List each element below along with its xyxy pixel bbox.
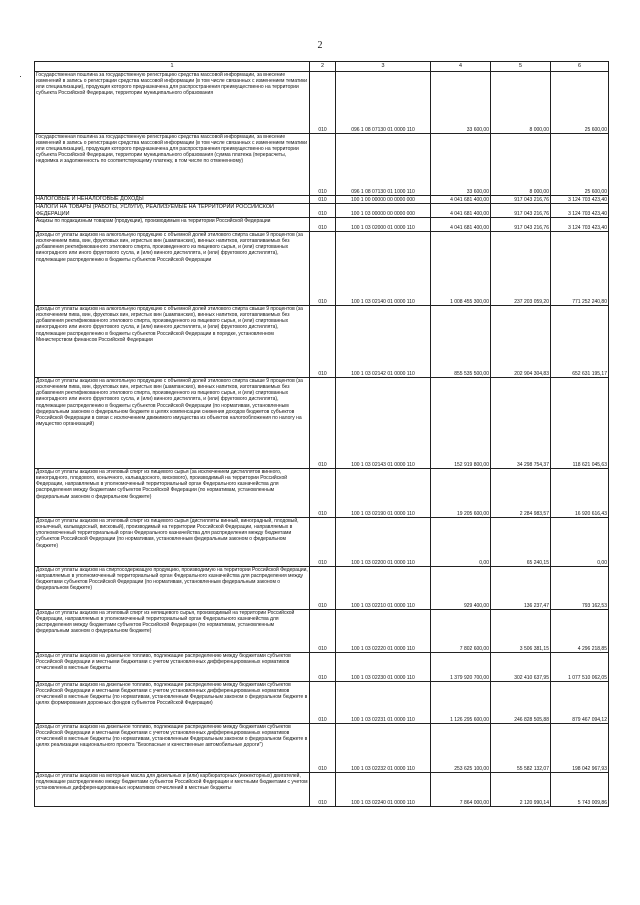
table-row bbox=[35, 518, 609, 567]
column-header-2: 2 bbox=[310, 62, 336, 72]
row-executed-amount: 246 828 505,88 bbox=[491, 682, 551, 724]
row-executed-amount: 237 203 059,20 bbox=[491, 232, 551, 306]
row-description: НАЛОГОВЫЕ И НЕНАЛОГОВЫЕ ДОХОДЫ bbox=[35, 196, 310, 204]
row-executed-amount: 202 904 304,83 bbox=[491, 306, 551, 378]
row-remaining-amount: 16 920 616,43 bbox=[551, 469, 609, 518]
row-budget-code: 100 1 03 02143 01 0000 110 bbox=[336, 378, 431, 469]
column-header-1: 1 bbox=[35, 62, 310, 72]
row-approved-amount: 253 625 100,00 bbox=[431, 724, 491, 773]
row-approved-amount: 1 126 295 600,00 bbox=[431, 682, 491, 724]
row-description: Доходы от уплаты акцизов на алкогольную продукцию с объемной долей этилового спирта свыше 9 процентов (за исключением пива, вин, фруктовых вин, игристых вин (шампанских), винных напитков, изготавливаемых без добавления ректификованного этилового спирта, произведенного из пищевого сырья, и (или) спиртованных виноградного или иного фруктового сусла, и (или) винного дистиллята, и (или) фруктового дистиллята), подлежащие распределению в бюджеты субъектов Российской Федерации (по нормативам, установленным федеральным законом о федеральном бюджете в целях компенсации снижения доходов бюджетов субъектов Российской Федерации в связи с исключением движимого имущества из объектов налогообложения по налогу на имущество организаций) bbox=[35, 378, 310, 469]
row-remaining-amount: 25 600,00 bbox=[551, 134, 609, 196]
row-approved-amount: 0,00 bbox=[431, 518, 491, 567]
row-code: 010 bbox=[310, 134, 336, 196]
row-budget-code: 100 1 03 02240 01 0000 110 bbox=[336, 773, 431, 807]
row-budget-code: 100 1 03 02000 01 0000 110 bbox=[336, 218, 431, 232]
row-approved-amount: 7 802 600,00 bbox=[431, 610, 491, 653]
row-code: 010 bbox=[310, 204, 336, 218]
row-approved-amount: 1 379 920 700,00 bbox=[431, 653, 491, 682]
row-code: 010 bbox=[310, 773, 336, 807]
row-code: 010 bbox=[310, 682, 336, 724]
row-executed-amount: 136 237,47 bbox=[491, 567, 551, 610]
row-remaining-amount: 0,00 bbox=[551, 518, 609, 567]
row-code: 010 bbox=[310, 196, 336, 204]
row-approved-amount: 7 864 000,00 bbox=[431, 773, 491, 807]
row-executed-amount: 917 043 216,76 bbox=[491, 196, 551, 204]
row-description: НАЛОГИ НА ТОВАРЫ (РАБОТЫ, УСЛУГИ), РЕАЛИЗУЕМЫЕ НА ТЕРРИТОРИИ РОССИЙСКОЙ ФЕДЕРАЦИИ bbox=[35, 204, 310, 218]
row-description: Доходы от уплаты акцизов на дизельное топливо, подлежащие распределению между бюджетами субъектов Российской Федерации и местными бюджетами с учетом установленных дифференцированных нормативов отчислений в местные бюджеты bbox=[35, 653, 310, 682]
row-approved-amount: 4 041 681 400,00 bbox=[431, 196, 491, 204]
table-row bbox=[35, 306, 609, 378]
row-remaining-amount: 5 743 009,86 bbox=[551, 773, 609, 807]
table-row bbox=[35, 204, 609, 218]
row-executed-amount: 3 506 381,15 bbox=[491, 610, 551, 653]
scan-speck bbox=[20, 76, 21, 77]
row-budget-code: 100 1 03 02210 01 0000 110 bbox=[336, 567, 431, 610]
table-body bbox=[35, 72, 609, 807]
row-code: 010 bbox=[310, 378, 336, 469]
row-budget-code: 096 1 08 07130 01 0000 110 bbox=[336, 72, 431, 134]
column-header-3: 3 bbox=[336, 62, 431, 72]
table-row bbox=[35, 724, 609, 773]
row-code: 010 bbox=[310, 306, 336, 378]
row-budget-code: 096 1 08 07130 01 1000 110 bbox=[336, 134, 431, 196]
row-approved-amount: 855 535 500,00 bbox=[431, 306, 491, 378]
table-row bbox=[35, 134, 609, 196]
row-description: Доходы от уплаты акцизов на этиловый спирт из пищевого сырья (дистилляты винный, виноградный, плодовый, коньячный, кальвадосный, висковый), производимый на территории Российской Федерации, направляемых в уполномоченный территориальный орган Федерального казначейства для распределения между бюджетами субъектов Российской Федерации (по нормативам, установленным федеральным законом о федеральном бюджете) bbox=[35, 518, 310, 567]
row-budget-code: 100 1 03 02230 01 0000 110 bbox=[336, 653, 431, 682]
row-budget-code: 100 1 03 00000 00 0000 000 bbox=[336, 204, 431, 218]
row-remaining-amount: 3 124 703 423,40 bbox=[551, 218, 609, 232]
row-budget-code: 100 1 03 02232 01 0000 110 bbox=[336, 724, 431, 773]
row-budget-code: 100 1 03 02220 01 0000 110 bbox=[336, 610, 431, 653]
row-code: 010 bbox=[310, 653, 336, 682]
row-description: Доходы от уплаты акцизов на этиловый спирт из непищевого сырья, производимый на территории Российской Федерации, направляемых в уполномоченный территориальный орган Федерального казначейства для распределения между бюджетами субъектов Российской Федерации (по нормативам, установленным федеральным законом о федеральном бюджете) bbox=[35, 610, 310, 653]
row-executed-amount: 917 043 216,76 bbox=[491, 204, 551, 218]
row-executed-amount: 8 000,00 bbox=[491, 134, 551, 196]
row-description: Доходы от уплаты акцизов на моторные масла для дизельных и (или) карбюраторных (инжекторных) двигателей, подлежащие распределению между бюджетами субъектов Российской Федерации и местными бюджетами с учетом установленных дифференцированных нормативов отчислений в местные бюджеты bbox=[35, 773, 310, 807]
row-approved-amount: 19 205 600,00 bbox=[431, 469, 491, 518]
row-code: 010 bbox=[310, 567, 336, 610]
row-description: Доходы от уплаты акцизов на дизельное топливо, подлежащие распределению между бюджетами субъектов Российской Федерации и местными бюджетами с учетом установленных дифференцированных нормативов отчислений в местные бюджеты (по нормативам, установленным Федеральным законом о федеральном бюджете в целях реализации национального проекта "Безопасные и качественные автомобильные дороги") bbox=[35, 724, 310, 773]
row-code: 010 bbox=[310, 518, 336, 567]
row-budget-code: 100 1 03 02140 01 0000 110 bbox=[336, 232, 431, 306]
row-approved-amount: 4 041 681 400,00 bbox=[431, 204, 491, 218]
row-executed-amount: 302 410 637,95 bbox=[491, 653, 551, 682]
row-remaining-amount: 3 124 703 423,40 bbox=[551, 204, 609, 218]
row-budget-code: 100 1 03 02200 01 0000 110 bbox=[336, 518, 431, 567]
column-header-5: 5 bbox=[491, 62, 551, 72]
row-description: Государственная пошлина за государственную регистрацию средства массовой информации, за внесение изменений в запись о регистрации средства массовой информации (в том числе связанных с изменением тематики или специализации), продукция которого предназначена для распространения преимущественно на территории субъекта Российской Федерации, территории муниципального образования (сумма платежа (перерасчеты, недоимка и задолженность по соответствующему платежу, в том числе по отмененному) bbox=[35, 134, 310, 196]
row-remaining-amount: 118 621 045,63 bbox=[551, 378, 609, 469]
row-description: Доходы от уплаты акцизов на этиловый спирт из пищевого сырья (за исключением дистиллятов винного, виноградного, плодового, коньячного, кальвадосного, вискового), производимый на территории Российской Федерации, направляемых в уполномоченный территориальный орган Федерального казначейства для распределения между бюджетами субъектов Российской Федерации (по нормативам, установленным федеральным законом о федеральном бюджете) bbox=[35, 469, 310, 518]
table-row bbox=[35, 378, 609, 469]
row-description: Доходы от уплаты акцизов на алкогольную продукцию с объемной долей этилового спирта свыше 9 процентов (за исключением пива, вин, фруктовых вин, игристых вин (шампанских), винных напитков, изготавливаемых без добавления ректификованного этилового спирта, произведенного из пищевого сырья, и (или) спиртованных виноградного или иного фруктового сусла, и (или) винного дистиллята, и (или) фруктового дистиллята), подлежащие распределению в бюджеты субъектов Российской Федерации в порядке, установленном Министерством финансов Российской Федерации bbox=[35, 306, 310, 378]
row-description: Государственная пошлина за государственную регистрацию средства массовой информации, за внесение изменений в запись о регистрации средства массовой информации (в том числе связанных с изменением тематики или специализации), продукция которого предназначена для распространения преимущественно на территории субъекта Российской Федерации, территории муниципального образования bbox=[35, 72, 310, 134]
row-remaining-amount: 25 600,00 bbox=[551, 72, 609, 134]
row-code: 010 bbox=[310, 469, 336, 518]
row-approved-amount: 1 008 455 300,00 bbox=[431, 232, 491, 306]
table-row bbox=[35, 567, 609, 610]
table-row bbox=[35, 610, 609, 653]
row-description: Доходы от уплаты акцизов на спиртосодержащую продукцию, производимую на территории Российской Федерации, направляемых в уполномоченный территориальный орган Федерального казначейства для распределения между бюджетами субъектов Российской Федерации (по нормативам, установленным федеральным законом о федеральном бюджете) bbox=[35, 567, 310, 610]
row-budget-code: 100 1 03 02231 01 0000 110 bbox=[336, 682, 431, 724]
row-approved-amount: 152 919 800,00 bbox=[431, 378, 491, 469]
column-header-6: 6 bbox=[551, 62, 609, 72]
row-executed-amount: 34 298 754,37 bbox=[491, 378, 551, 469]
table-row bbox=[35, 232, 609, 306]
row-approved-amount: 33 600,00 bbox=[431, 72, 491, 134]
row-approved-amount: 4 041 681 400,00 bbox=[431, 218, 491, 232]
row-executed-amount: 917 043 216,76 bbox=[491, 218, 551, 232]
row-executed-amount: 2 284 983,57 bbox=[491, 469, 551, 518]
row-executed-amount: 55 582 132,07 bbox=[491, 724, 551, 773]
revenue-table bbox=[34, 61, 609, 807]
table-header-row bbox=[35, 62, 609, 72]
row-approved-amount: 33 600,00 bbox=[431, 134, 491, 196]
row-remaining-amount: 879 467 094,12 bbox=[551, 682, 609, 724]
row-remaining-amount: 793 162,53 bbox=[551, 567, 609, 610]
row-remaining-amount: 652 631 195,17 bbox=[551, 306, 609, 378]
row-remaining-amount: 3 124 703 423,40 bbox=[551, 196, 609, 204]
row-code: 010 bbox=[310, 218, 336, 232]
row-code: 010 bbox=[310, 724, 336, 773]
row-budget-code: 100 1 03 02142 01 0000 110 bbox=[336, 306, 431, 378]
table-row bbox=[35, 469, 609, 518]
table-row bbox=[35, 682, 609, 724]
row-description: Доходы от уплаты акцизов на алкогольную продукцию с объемной долей этилового спирта свыше 9 процентов (за исключением пива, вин, фруктовых вин, игристых вин (шампанских), винных напитков, изготавливаемых без добавления ректификованного этилового спирта, произведенного из пищевого сырья, и (или) спиртованных виноградного или иного фруктового сусла, и (или) винного дистиллята, и (или) фруктового дистиллята), подлежащие распределению в бюджеты субъектов Российской Федерации bbox=[35, 232, 310, 306]
column-header-4: 4 bbox=[431, 62, 491, 72]
row-description: Доходы от уплаты акцизов на дизельное топливо, подлежащие распределению между бюджетами субъектов Российской Федерации и местными бюджетами с учетом установленных дифференцированных нормативов отчислений в местные бюджеты (по нормативам, установленным Федеральным законом о федеральном бюджете в целях формирования дорожных фондов субъектов Российской Федерации) bbox=[35, 682, 310, 724]
row-remaining-amount: 4 296 218,85 bbox=[551, 610, 609, 653]
row-executed-amount: 8 000,00 bbox=[491, 72, 551, 134]
row-remaining-amount: 1 077 510 062,05 bbox=[551, 653, 609, 682]
row-approved-amount: 929 400,00 bbox=[431, 567, 491, 610]
row-budget-code: 100 1 00 00000 00 0000 000 bbox=[336, 196, 431, 204]
row-code: 010 bbox=[310, 232, 336, 306]
table-row bbox=[35, 773, 609, 807]
row-description: Акцизы по подакцизным товарам (продукции), производимым на территории Российской Федерации bbox=[35, 218, 310, 232]
row-budget-code: 100 1 03 02190 01 0000 110 bbox=[336, 469, 431, 518]
table-row bbox=[35, 196, 609, 204]
table-row bbox=[35, 72, 609, 134]
row-code: 010 bbox=[310, 72, 336, 134]
row-remaining-amount: 198 042 967,93 bbox=[551, 724, 609, 773]
row-executed-amount: 65 240,15 bbox=[491, 518, 551, 567]
row-executed-amount: 2 120 990,14 bbox=[491, 773, 551, 807]
page-number: 2 bbox=[317, 40, 323, 51]
row-remaining-amount: 771 252 240,80 bbox=[551, 232, 609, 306]
row-code: 010 bbox=[310, 610, 336, 653]
table-row bbox=[35, 218, 609, 232]
table-row bbox=[35, 653, 609, 682]
